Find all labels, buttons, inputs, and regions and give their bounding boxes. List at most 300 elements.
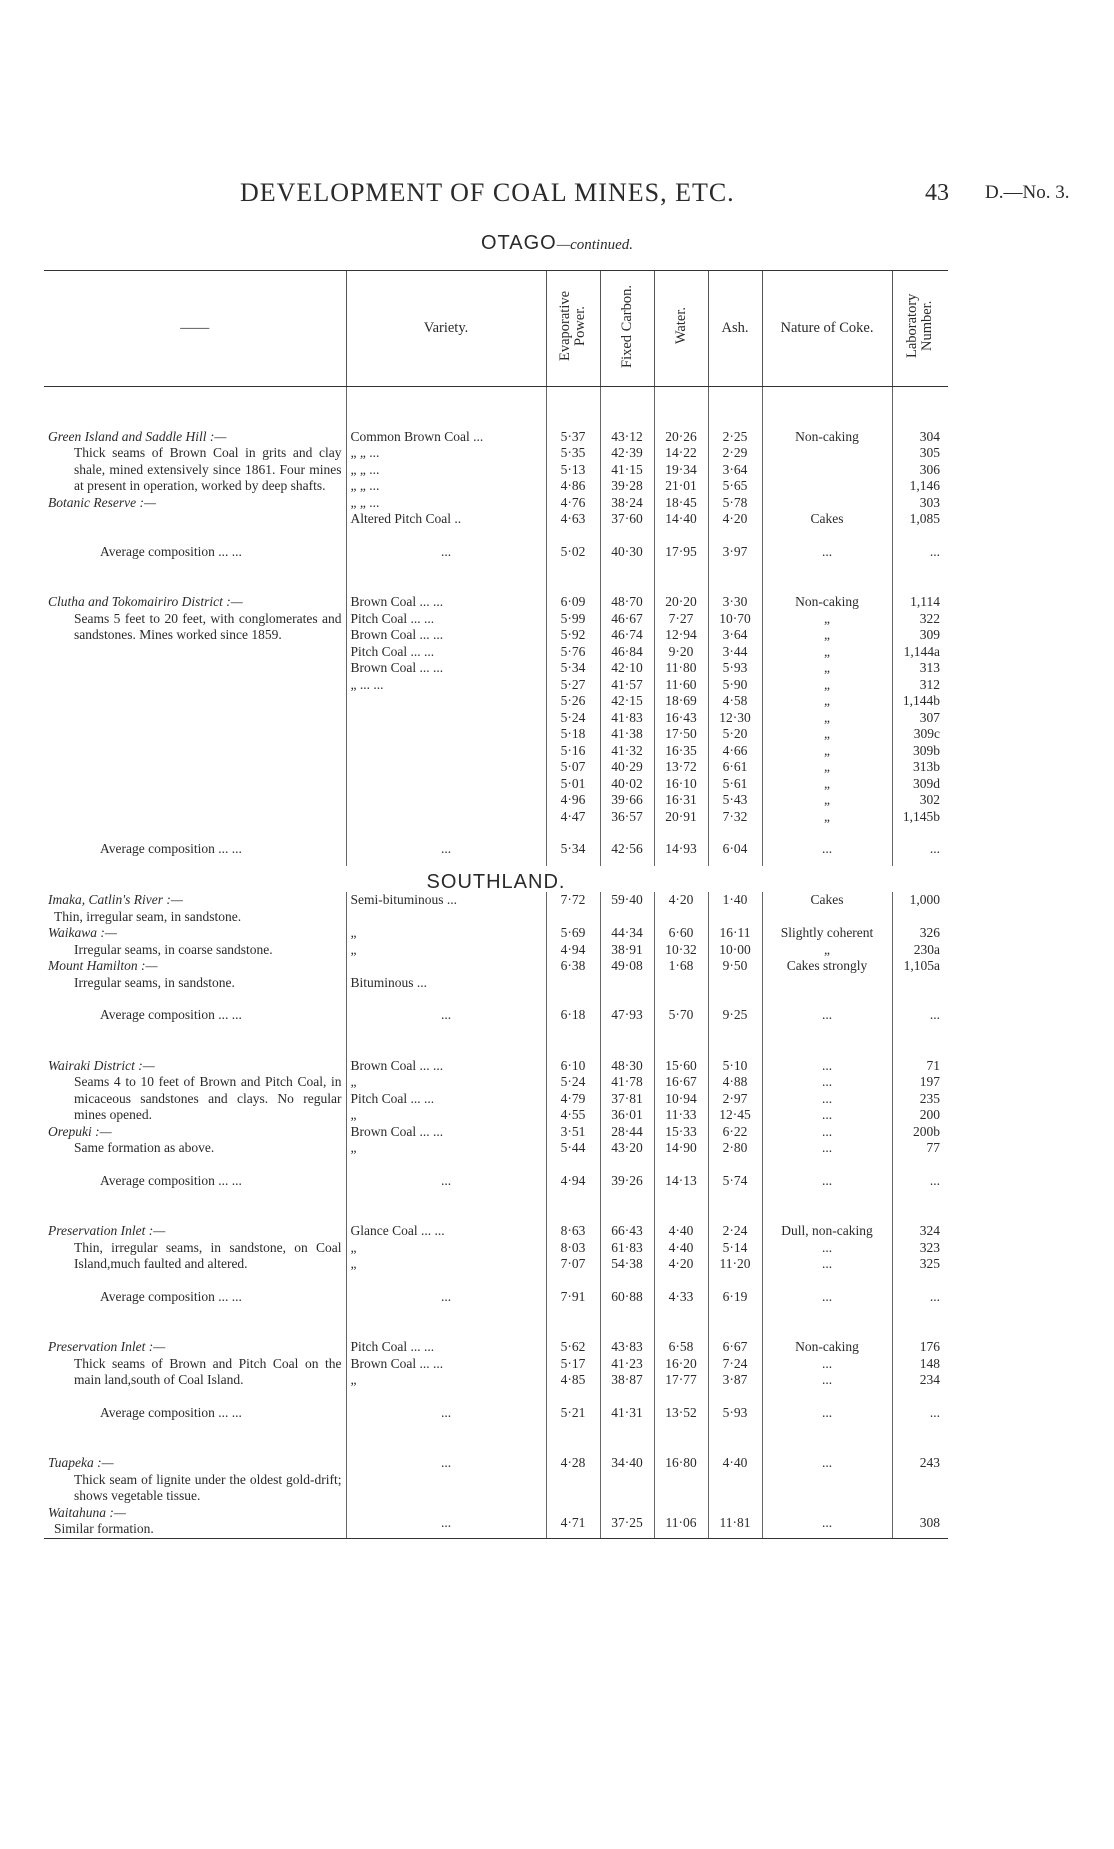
water-cell-line: 16·10 (665, 775, 697, 791)
water-cell-line: 16·43 (665, 709, 697, 725)
fixed-carbon-cell-line: 41·57 (611, 676, 643, 692)
avg-fixed-carbon: 41·31 (600, 1389, 654, 1430)
variety-cell-line: „ ... ... (350, 676, 384, 692)
variety-cell-line: „ (350, 1372, 357, 1387)
coke-cell-line: Cakes (810, 511, 844, 526)
row-spacer (659, 909, 704, 926)
coke-cell-line: „ (824, 627, 830, 642)
locality-description: Same formation as above. (74, 1140, 215, 1155)
variety-cell-line: Glance Coal ... ... (350, 1223, 445, 1238)
table-row (44, 1429, 948, 1505)
fixed-carbon-cell-line: 40·02 (611, 775, 643, 791)
fixed-carbon-cell-line: 41·23 (611, 1355, 643, 1371)
avg-evaporative: 5·02 (546, 528, 600, 569)
locality-name: Tuapeka :— (48, 1455, 114, 1470)
water-cell-line: 20·26 (665, 428, 697, 444)
fixed-carbon-cell (600, 892, 654, 991)
ash-cell-line: 9·50 (722, 958, 748, 973)
locality-description: Similar formation. (54, 1521, 154, 1536)
evaporative-cell-line: 5·24 (560, 1074, 586, 1089)
variety-cell: ... (346, 528, 546, 569)
fixed-carbon-cell (600, 1197, 654, 1273)
coke-cell-line: Non-caking (795, 1339, 859, 1354)
fixed-carbon-cell-line: 46·84 (611, 643, 643, 659)
water-cell: 16·80 (654, 1429, 708, 1505)
lab-number-cell: ... (892, 528, 948, 569)
water-cell-line: 15·60 (665, 1057, 697, 1073)
lab-number-cell-line: 77 (926, 1140, 940, 1155)
coke-cell-line: ... (821, 1090, 833, 1106)
table-row (44, 1197, 948, 1273)
fixed-carbon-cell-line: 44·34 (611, 925, 643, 940)
coke-cell-line: ... (821, 1074, 833, 1089)
fixed-carbon-cell-line: 43·20 (611, 1140, 643, 1155)
lab-number-cell-line: 309b (913, 742, 940, 758)
evaporative-cell-line: 6·38 (560, 958, 586, 973)
lab-number-cell-line: 323 (919, 1239, 940, 1255)
evaporative-cell-line: 5·69 (560, 925, 586, 940)
lab-number-cell-line: 71 (926, 1057, 940, 1073)
evaporative-cell-line: 4·47 (560, 808, 586, 824)
row-spacer (767, 909, 888, 926)
coke-cell-line: „ (824, 759, 830, 774)
water-cell-line: 20·20 (665, 594, 697, 609)
ash-cell (708, 1313, 762, 1389)
variety-cell-line: Brown Coal ... ... (350, 594, 444, 609)
water-cell-line: 16·67 (665, 1074, 697, 1089)
coke-cell-line: „ (824, 742, 830, 758)
water-cell-line: 21·01 (665, 478, 697, 493)
fixed-carbon-cell (600, 568, 654, 825)
lab-number-cell-line: 1,085 (909, 511, 940, 526)
table-row (44, 1505, 948, 1539)
water-cell-line: 18·69 (665, 693, 697, 708)
variety-cell-line: „ (350, 1107, 357, 1122)
variety-cell: ... (346, 1429, 546, 1505)
coke-cell (762, 1197, 892, 1273)
evaporative-cell-line: 5·13 (560, 461, 586, 477)
ash-cell-line: 7·24 (722, 1355, 748, 1371)
ash-cell-line: 4·66 (722, 742, 748, 758)
lab-number-cell-line: 1,114 (910, 594, 940, 609)
lab-number-cell-line: 1,146 (909, 478, 940, 493)
water-cell-line: 17·77 (665, 1372, 697, 1387)
avg-fixed-carbon: 47·93 (600, 991, 654, 1032)
fixed-carbon-cell-line: 37·60 (611, 511, 643, 526)
avg-evaporative: 5·21 (546, 1389, 600, 1430)
document-reference: D.—No. 3. (985, 182, 1070, 203)
variety-cell: ... (346, 1505, 546, 1539)
avg-water: 13·52 (654, 1389, 708, 1430)
locality-name: Clutha and Tokomairiro District :— (48, 594, 243, 609)
variety-cell: ... (346, 1389, 546, 1430)
table-row (44, 1032, 948, 1157)
variety-cell-line: „ (350, 925, 357, 940)
coke-cell (762, 386, 892, 528)
fixed-carbon-cell-line: 42·10 (611, 660, 643, 675)
coke-cell-line: ... (821, 1140, 833, 1155)
coke-cell-line (767, 445, 888, 462)
average-label: Average composition ... ... (100, 1288, 242, 1304)
water-cell-line: 14·90 (665, 1140, 697, 1155)
fixed-carbon-cell-line: 36·57 (611, 808, 643, 824)
otago-section-title (0, 232, 1114, 255)
coke-cell: ... (762, 991, 892, 1032)
section-row (44, 866, 948, 893)
ash-cell-line: 12·45 (719, 1107, 751, 1122)
average-row (44, 1389, 948, 1430)
water-cell-line: 12·94 (665, 627, 697, 642)
evaporative-cell-line: 4·76 (560, 494, 586, 510)
water-cell-line: 6·60 (668, 925, 694, 940)
lab-number-cell: 308 (892, 1505, 948, 1539)
water-cell-line: 4·40 (668, 1223, 694, 1238)
variety-cell-line: Pitch Coal ... ... (350, 643, 435, 659)
ash-cell-line: 7·32 (722, 808, 748, 824)
variety-cell-line: Pitch Coal ... ... (350, 1090, 435, 1106)
lab-number-cell-line: 313b (913, 759, 940, 774)
col-coke: Nature of Coke. (762, 271, 892, 387)
locality-name: Preservation Inlet :— (48, 1339, 166, 1354)
fixed-carbon-cell (600, 1313, 654, 1389)
ash-cell-line: 6·22 (722, 1123, 748, 1139)
coke-cell-line: ... (821, 1239, 833, 1255)
lab-number-cell (892, 1032, 948, 1157)
ash-cell-line: 3·64 (722, 461, 748, 477)
evaporative-cell-line: 5·07 (560, 759, 586, 774)
average-row (44, 1273, 948, 1314)
evaporative-cell-line: 8·03 (560, 1239, 586, 1255)
coke-cell: ... (762, 1157, 892, 1198)
water-cell-line: 14·40 (665, 511, 697, 526)
water-cell (654, 568, 708, 825)
variety-cell: ... (346, 991, 546, 1032)
coke-cell-line: „ (824, 660, 830, 675)
coke-cell-line: ... (821, 1355, 833, 1371)
lab-number-cell-line: 304 (919, 428, 940, 444)
fixed-carbon-cell-line: 38·87 (611, 1372, 643, 1387)
fixed-carbon-cell-line: 42·15 (611, 693, 643, 708)
evaporative-cell-line: 5·62 (560, 1339, 586, 1354)
coke-cell-line: Non-caking (795, 428, 859, 444)
ash-cell (708, 892, 762, 991)
coke-cell-line: ... (821, 1123, 833, 1139)
evaporative-cell: 4·28 (546, 1429, 600, 1505)
evaporative-cell-line: 4·94 (560, 941, 586, 957)
ash-cell-line: 10·00 (719, 941, 751, 957)
ash-cell-line: 5·93 (722, 660, 748, 675)
locality-name: Orepuki :— (48, 1123, 112, 1139)
water-cell-line: 20·91 (665, 808, 697, 824)
average-row (44, 991, 948, 1032)
lab-number-cell-line: 230a (913, 941, 940, 957)
fixed-carbon-cell-line: 43·12 (611, 428, 643, 444)
water-cell-line: 15·33 (665, 1123, 697, 1139)
variety-cell-line: Brown Coal ... ... (350, 1355, 444, 1371)
coke-cell-line: Slightly coherent (780, 925, 874, 940)
ash-cell-line: 2·97 (722, 1090, 748, 1106)
coke-cell-line: „ (824, 643, 830, 659)
fixed-carbon-cell-line: 38·24 (611, 494, 643, 510)
ash-cell-line: 6·61 (722, 759, 748, 774)
evaporative-cell-line: 4·86 (560, 478, 586, 493)
ash-cell-line: 5·90 (722, 676, 748, 692)
ash-cell (708, 568, 762, 825)
fixed-carbon-cell-line: 54·38 (611, 1256, 643, 1271)
ash-cell-line: 5·61 (722, 775, 748, 791)
coke-cell: ... (762, 1505, 892, 1539)
evaporative-cell (546, 1197, 600, 1273)
evaporative-cell-line: 4·63 (560, 511, 586, 526)
avg-fixed-carbon: 39·26 (600, 1157, 654, 1198)
evaporative-cell-line: 5·26 (560, 693, 586, 708)
evaporative-cell-line: 3·51 (560, 1123, 586, 1139)
variety-cell-line: Common Brown Coal ... (350, 428, 484, 444)
coke-cell-line: „ (824, 676, 830, 692)
lab-number-cell-line: 197 (919, 1074, 940, 1089)
average-row (44, 825, 948, 866)
col-fixed-carbon: Fixed Carbon. (618, 284, 635, 368)
fixed-carbon-cell-line: 38·91 (611, 941, 643, 957)
water-cell-line: 6·58 (668, 1339, 694, 1354)
lab-number-cell-line: 235 (919, 1090, 940, 1106)
variety-cell-line: Brown Coal ... ... (350, 660, 444, 675)
coke-cell-line: „ (824, 709, 830, 725)
variety-cell-line: „ (350, 1256, 357, 1271)
fixed-carbon-cell: 34·40 (600, 1429, 654, 1505)
avg-evaporative: 5·34 (546, 825, 600, 866)
ash-cell-line: 4·20 (722, 511, 748, 526)
col-evaporative: Evaporative Power. (557, 290, 588, 362)
water-cell-line: 13·72 (665, 759, 697, 774)
lab-number-cell-line: 1,105a (903, 958, 940, 973)
evaporative-cell (546, 1032, 600, 1157)
variety-cell-line: Brown Coal ... ... (350, 1057, 444, 1073)
avg-water: 5·70 (654, 991, 708, 1032)
locality-description: Thick seam of lignite under the oldest gold-drift; shows vegetable tissue. (74, 1471, 342, 1503)
lab-number-cell-line: 1,000 (909, 892, 940, 907)
avg-fixed-carbon: 42·56 (600, 825, 654, 866)
ash-cell (708, 1032, 762, 1157)
water-cell-line: 10·32 (665, 941, 697, 957)
fixed-carbon-cell-line: 39·66 (611, 792, 643, 807)
row-spacer (605, 909, 650, 926)
water-cell (654, 1313, 708, 1389)
avg-evaporative: 7·91 (546, 1273, 600, 1314)
average-row (44, 528, 948, 569)
water-cell: 11·06 (654, 1505, 708, 1539)
lab-number-cell (892, 568, 948, 825)
col-ash: Ash. (708, 271, 762, 387)
row-spacer (351, 909, 542, 926)
lab-number-cell (892, 386, 948, 528)
ash-cell (708, 386, 762, 528)
coke-cell-line: ... (821, 1107, 833, 1122)
ash-cell-line: 2·80 (722, 1140, 748, 1155)
avg-ash: 6·04 (708, 825, 762, 866)
locality-name: Waikawa :— (48, 925, 117, 940)
ash-cell-line: 6·67 (722, 1339, 748, 1354)
variety-cell (346, 1313, 546, 1389)
lab-number-cell-line: 200b (913, 1123, 940, 1139)
avg-ash: 9·25 (708, 991, 762, 1032)
lab-number-cell-line: 306 (919, 461, 940, 477)
variety-cell-line: „ (350, 1140, 357, 1155)
fixed-carbon-cell-line: 41·83 (611, 709, 643, 725)
lab-number-cell-line: 176 (919, 1339, 940, 1354)
variety-cell (346, 386, 546, 528)
fixed-carbon-cell-line: 41·38 (611, 726, 643, 741)
coke-cell: ... (762, 1389, 892, 1430)
lab-number-cell-line: 1,144b (902, 693, 940, 708)
fixed-carbon-cell-line: 36·01 (611, 1107, 643, 1122)
variety-cell-line: Semi-bituminous ... (350, 892, 458, 907)
ash-cell-line: 3·87 (722, 1372, 748, 1387)
lab-number-cell: ... (892, 1389, 948, 1430)
lab-number-cell-line: 234 (919, 1372, 940, 1387)
fixed-carbon-cell-line: 41·78 (611, 1074, 643, 1089)
coke-cell-line: „ (824, 610, 830, 626)
ash-cell-line: 5·78 (722, 494, 748, 510)
lab-number-cell (892, 1313, 948, 1389)
average-label: Average composition ... ... (100, 841, 242, 856)
variety-cell: ... (346, 825, 546, 866)
row-spacer (551, 909, 596, 926)
evaporative-cell-line: 5·16 (560, 742, 586, 758)
coke-cell (762, 1313, 892, 1389)
ash-cell-line: 5·65 (722, 478, 748, 493)
evaporative-cell-line: 6·10 (560, 1057, 586, 1073)
ash-cell-line: 2·29 (722, 445, 748, 460)
locality-description: Thin, irregular seam, in sandstone. (54, 908, 242, 924)
fixed-carbon-cell-line: 59·40 (611, 892, 643, 907)
evaporative-cell: 4·71 (546, 1505, 600, 1539)
lab-number-cell-line: 305 (919, 445, 940, 460)
ash-cell: 11·81 (708, 1505, 762, 1539)
variety-cell-line: Altered Pitch Coal .. (350, 511, 462, 526)
ash-cell-line: 2·25 (722, 428, 748, 444)
fixed-carbon-cell-line: 28·44 (611, 1123, 643, 1139)
row-spacer (351, 958, 542, 975)
coke-cell-line: „ (824, 941, 830, 957)
variety-cell-line: „ „ ... (350, 494, 380, 510)
water-cell-line: 11·33 (665, 1107, 697, 1122)
coke-cell-line: „ (824, 693, 830, 708)
coke-cell-line (767, 462, 888, 479)
evaporative-cell-line: 4·85 (560, 1372, 586, 1387)
lab-number-cell: 243 (892, 1429, 948, 1505)
coke-cell (762, 1032, 892, 1157)
lab-number-cell (892, 892, 948, 991)
variety-cell-line: „ (350, 1239, 357, 1255)
water-cell (654, 386, 708, 528)
avg-water: 4·33 (654, 1273, 708, 1314)
ash-cell-line: 4·58 (722, 693, 748, 708)
col-variety: Variety. (346, 271, 546, 387)
variety-cell-line: „ „ ... (350, 445, 380, 460)
coke-cell-line: „ (824, 726, 830, 741)
col-water: Water. (672, 307, 689, 345)
evaporative-cell-line: 5·01 (560, 775, 586, 791)
fixed-carbon-cell-line: 40·29 (611, 759, 643, 774)
fixed-carbon-cell-line: 39·28 (611, 478, 643, 493)
variety-cell-line: Pitch Coal ... ... (350, 610, 435, 626)
avg-ash: 3·97 (708, 528, 762, 569)
fixed-carbon-cell-line: 48·30 (611, 1057, 643, 1073)
southland-section-title: SOUTHLAND. (426, 870, 566, 893)
lab-number-cell: ... (892, 991, 948, 1032)
coke-cell-line: Cakes (810, 892, 844, 907)
fixed-carbon-cell-line: 46·67 (611, 610, 643, 626)
coke-cell: ... (762, 1273, 892, 1314)
table-row (44, 386, 948, 528)
ash-cell-line: 5·14 (722, 1239, 748, 1255)
water-cell (654, 1032, 708, 1157)
ash-cell-line: 3·30 (722, 594, 748, 609)
coke-cell-line: ... (821, 1057, 833, 1073)
water-cell-line: 19·34 (665, 461, 697, 477)
coke-cell-line: „ (824, 808, 830, 824)
lab-number-cell-line: 324 (919, 1223, 940, 1238)
lab-number-cell-line: 309 (919, 627, 940, 642)
avg-fixed-carbon: 40·30 (600, 528, 654, 569)
evaporative-cell-line: 7·07 (560, 1256, 586, 1271)
lab-number-cell-line: 325 (919, 1256, 940, 1271)
locality-description: Thick seams of Brown and Pitch Coal on the main land,south of Coal Island. (74, 1355, 342, 1387)
water-cell-line: 7·27 (668, 610, 694, 626)
locality-name: Wairaki District :— (48, 1057, 155, 1073)
evaporative-cell-line: 5·76 (560, 643, 586, 659)
average-label: Average composition ... ... (100, 1007, 242, 1022)
fixed-carbon-cell (600, 1032, 654, 1157)
evaporative-cell-line: 6·09 (560, 594, 586, 609)
lab-number-cell-line: 312 (919, 676, 940, 692)
coke-cell: ... (762, 825, 892, 866)
fixed-carbon-cell-line: 37·81 (611, 1090, 643, 1106)
locality-description: Thin, irregular seams, in sandstone, on Coal Island,much faulted and altered. (74, 1239, 342, 1271)
lab-number-cell-line: 1,144a (903, 643, 940, 659)
avg-ash: 5·93 (708, 1389, 762, 1430)
variety-cell-line: „ „ ... (350, 478, 380, 493)
evaporative-cell-line: 4·79 (560, 1090, 586, 1106)
lab-number-cell-line: 303 (919, 494, 940, 510)
lab-number-cell-line: 148 (919, 1355, 940, 1371)
ash-cell-line: 5·10 (722, 1057, 748, 1073)
fixed-carbon-cell-line: 46·74 (611, 627, 643, 642)
coke-cell (762, 568, 892, 825)
evaporative-cell-line: 5·37 (560, 428, 586, 444)
evaporative-cell-line: 5·18 (560, 726, 586, 741)
ash-cell-line: 1·40 (722, 892, 748, 907)
evaporative-cell-line: 4·55 (560, 1107, 586, 1122)
coke-cell-line (767, 495, 888, 512)
lab-number-cell: ... (892, 1273, 948, 1314)
lab-number-cell-line: 322 (919, 610, 940, 626)
avg-ash: 6·19 (708, 1273, 762, 1314)
page-title: DEVELOPMENT OF COAL MINES, ETC. (240, 178, 735, 207)
ash-cell: 4·40 (708, 1429, 762, 1505)
lab-number-cell-line: 309c (913, 726, 940, 741)
water-cell-line: 18·45 (665, 494, 697, 510)
water-cell-line: 4·20 (668, 892, 694, 907)
coke-cell-line: ... (821, 1372, 833, 1387)
fixed-carbon-cell-line: 66·43 (611, 1223, 643, 1238)
ash-cell (708, 1197, 762, 1273)
lab-number-cell-line: 1,145b (902, 808, 940, 824)
evaporative-cell-line: 5·24 (560, 709, 586, 725)
lab-number-cell-line: 200 (919, 1107, 940, 1122)
evaporative-cell (546, 892, 600, 991)
